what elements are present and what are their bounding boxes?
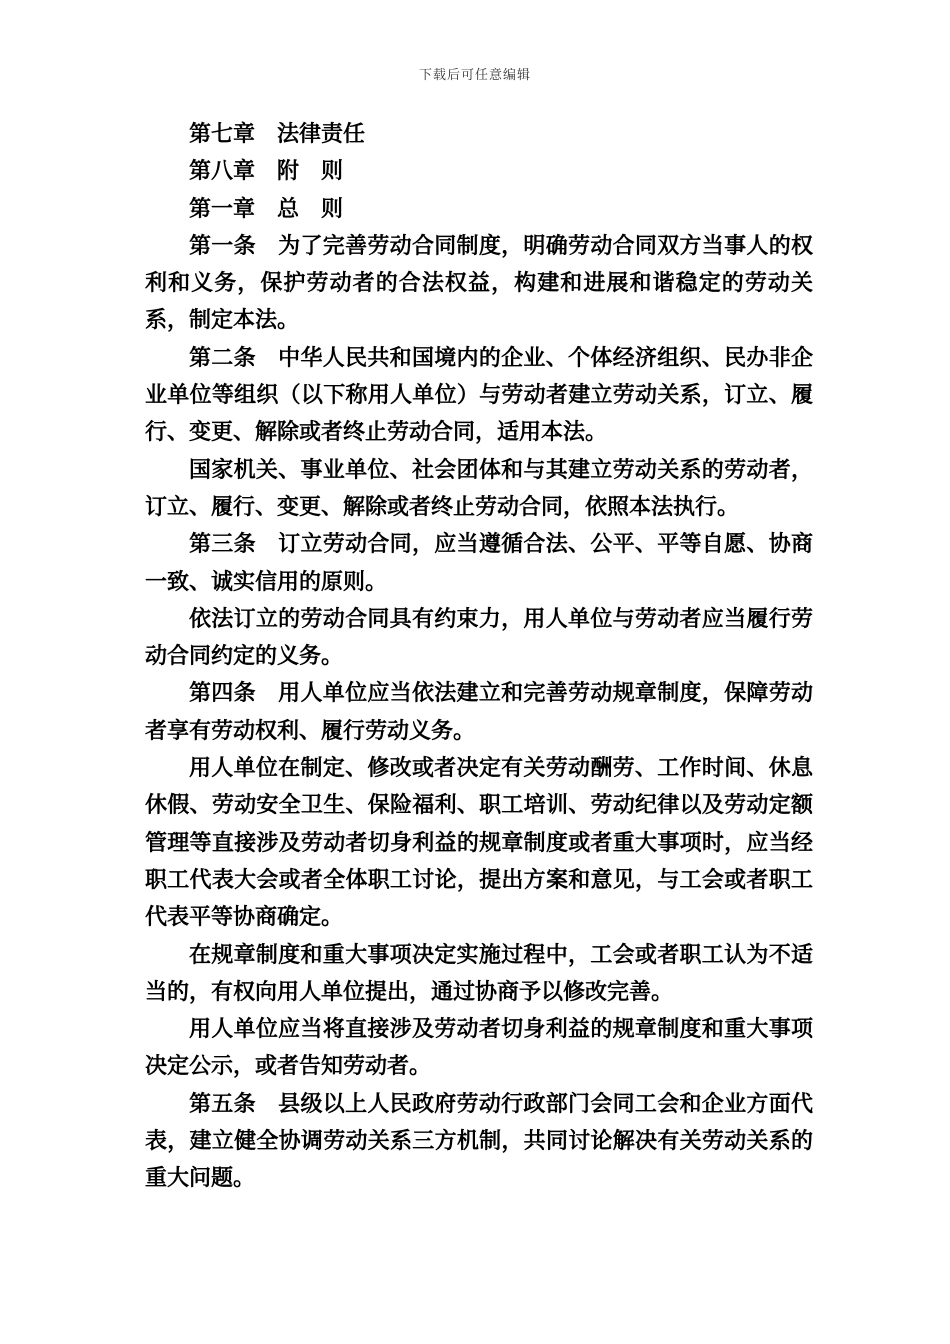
article-paragraph: 第一条 为了完善劳动合同制度，明确劳动合同双方当事人的权利和义务，保护劳动者的合法权益，构建和进展和谐稳定的劳动关系，制定本法。: [145, 232, 813, 334]
article-paragraph: 依法订立的劳动合同具有约束力，用人单位与劳动者应当履行劳动合同约定的义务。: [145, 605, 813, 670]
article-paragraph: 第五条 县级以上人民政府劳动行政部门会同工会和企业方面代表，建立健全协调劳动关系三方机制，共同讨论解决有关劳动关系的重大问题。: [145, 1090, 813, 1192]
chapter-heading: 第八章 附 则: [189, 158, 344, 185]
article-paragraph: 用人单位应当将直接涉及劳动者切身利益的规章制度和重大事项决定公示，或者告知劳动者。: [145, 1016, 813, 1080]
article-paragraph: 第三条 订立劳动合同，应当遵循合法、公平、平等自愿、协商一致、诚实信用的原则。: [145, 531, 813, 595]
article-paragraph: 在规章制度和重大事项决定实施过程中，工会或者职工认为不适当的，有权向用人单位提出，通过协商予以修改完善。: [145, 941, 813, 1005]
document-body: [145, 116, 813, 1198]
article-paragraph: 第四条 用人单位应当依法建立和完善劳动规章制度，保障劳动者享有劳动权利、履行劳动义务。: [145, 680, 813, 744]
article-paragraph: 第二条 中华人民共和国境内的企业、个体经济组织、民办非企业单位等组织（以下称用人单位）与劳动者建立劳动关系，订立、履行、变更、解除或者终止劳动合同，适用本法。: [145, 344, 813, 446]
article-paragraph: 用人单位在制定、修改或者决定有关劳动酬劳、工作时间、休息休假、劳动安全卫生、保险福利、职工培训、劳动纪律以及劳动定额管理等直接涉及劳动者切身利益的规章制度或者重大事项时，应当经职工代表大会或者全体职工讨论，提出方案和意见，与工会或者职工代表平等协商确定。: [145, 755, 813, 931]
chapter-heading: 第一章 总 则: [189, 195, 344, 222]
chapter-heading: 第七章 法律责任: [189, 121, 366, 147]
header-note: 下载后可任意编辑: [418, 68, 531, 83]
article-paragraph: 国家机关、事业单位、社会团体和与其建立劳动关系的劳动者，订立、履行、变更、解除或者终止劳动合同，依照本法执行。: [145, 456, 813, 520]
